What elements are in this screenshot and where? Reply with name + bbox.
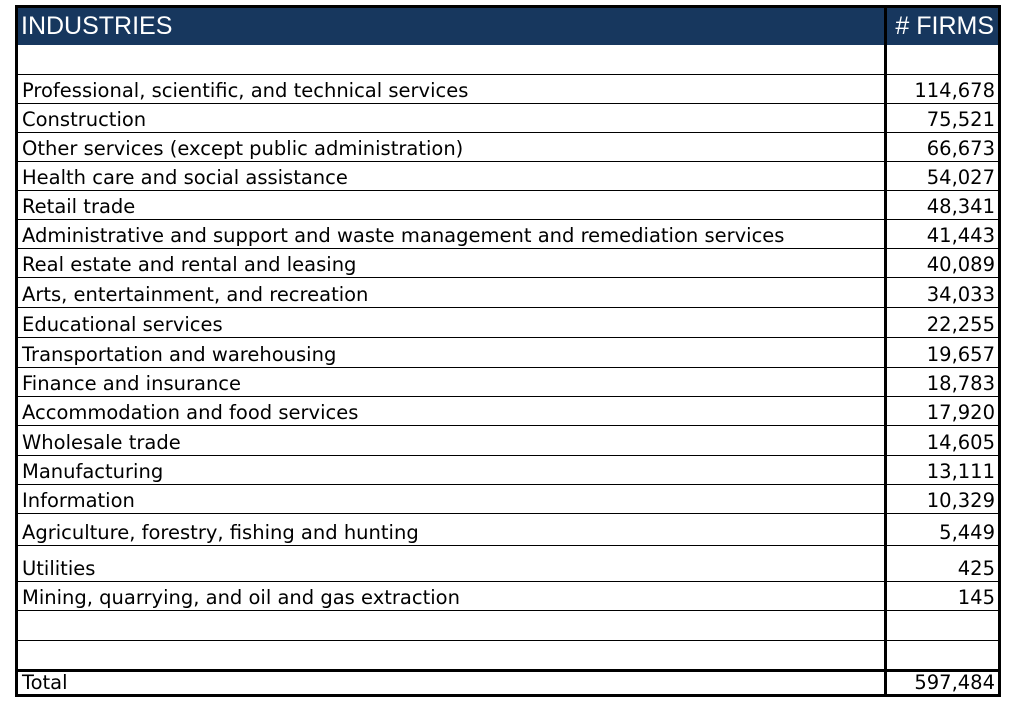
- table-row: [18, 104, 998, 133]
- table-row: [18, 162, 998, 191]
- industry-name: Information: [22, 489, 135, 512]
- firm-count: 14,605: [926, 431, 995, 454]
- industry-name: Other services (except public administration): [22, 137, 464, 160]
- industry-name: Manufacturing: [22, 460, 164, 483]
- industry-name: Real estate and rental and leasing: [22, 253, 357, 276]
- industry-name: Construction: [22, 108, 147, 131]
- industry-name: Administrative and support and waste management and remediation services: [22, 224, 785, 247]
- industry-name: Wholesale trade: [22, 431, 181, 454]
- industry-name: Educational services: [22, 313, 223, 336]
- firms-column-header: # FIRMS: [895, 12, 994, 40]
- industry-name: Transportation and warehousing: [22, 343, 337, 366]
- empty-row: [18, 611, 998, 641]
- firm-count: 41,443: [926, 224, 995, 247]
- industry-name: Finance and insurance: [22, 372, 242, 395]
- industry-name: Mining, quarrying, and oil and gas extraction: [22, 586, 460, 609]
- table-row: [18, 191, 998, 220]
- firm-count: 19,657: [926, 343, 995, 366]
- industries-table: [15, 5, 1001, 697]
- table-row: [18, 456, 998, 485]
- table-row: [18, 338, 998, 368]
- table-row: [18, 582, 998, 611]
- firm-count: 75,521: [926, 108, 995, 131]
- industry-name: Accommodation and food services: [22, 401, 359, 424]
- firm-count: 48,341: [926, 195, 995, 218]
- firm-count: 5,449: [939, 521, 995, 544]
- firm-count: 114,678: [914, 79, 995, 102]
- table-row: [18, 368, 998, 397]
- table-row: [18, 133, 998, 162]
- industry-name: Health care and social assistance: [22, 166, 348, 189]
- firm-count: 18,783: [926, 372, 995, 395]
- firm-count: 22,255: [926, 313, 995, 336]
- table-row: [18, 308, 998, 338]
- empty-row: [18, 641, 998, 669]
- firm-count: 54,027: [926, 166, 995, 189]
- table-row: [18, 397, 998, 426]
- industry-name: Retail trade: [22, 195, 136, 218]
- firm-count: 145: [957, 586, 995, 609]
- firm-count: 13,111: [926, 460, 995, 483]
- industry-name: Utilities: [22, 557, 96, 580]
- firm-count: 17,920: [926, 401, 995, 424]
- firm-count: 10,329: [926, 489, 995, 512]
- industry-name: Professional, scientific, and technical services: [22, 79, 469, 102]
- firm-count: 66,673: [926, 137, 995, 160]
- table-row: [18, 426, 998, 456]
- table-row: [18, 278, 998, 308]
- firm-count: 40,089: [926, 253, 995, 276]
- industry-name: Agriculture, forestry, fishing and hunting: [22, 521, 419, 544]
- column-divider: [884, 8, 887, 694]
- industries-column-header: INDUSTRIES: [21, 12, 173, 40]
- table-header: [18, 8, 998, 45]
- table-row: [18, 220, 998, 249]
- table-row: [18, 514, 998, 546]
- table-row: [18, 75, 998, 104]
- empty-row: [18, 45, 998, 75]
- table-row: [18, 249, 998, 278]
- firm-count: 425: [957, 557, 995, 580]
- total-row: [18, 672, 998, 694]
- total-firm-count: 597,484: [914, 671, 995, 694]
- industry-name: Arts, entertainment, and recreation: [22, 283, 369, 306]
- total-label: Total: [22, 671, 68, 694]
- firm-count: 34,033: [926, 283, 995, 306]
- table-row: [18, 485, 998, 514]
- table-row: [18, 546, 998, 582]
